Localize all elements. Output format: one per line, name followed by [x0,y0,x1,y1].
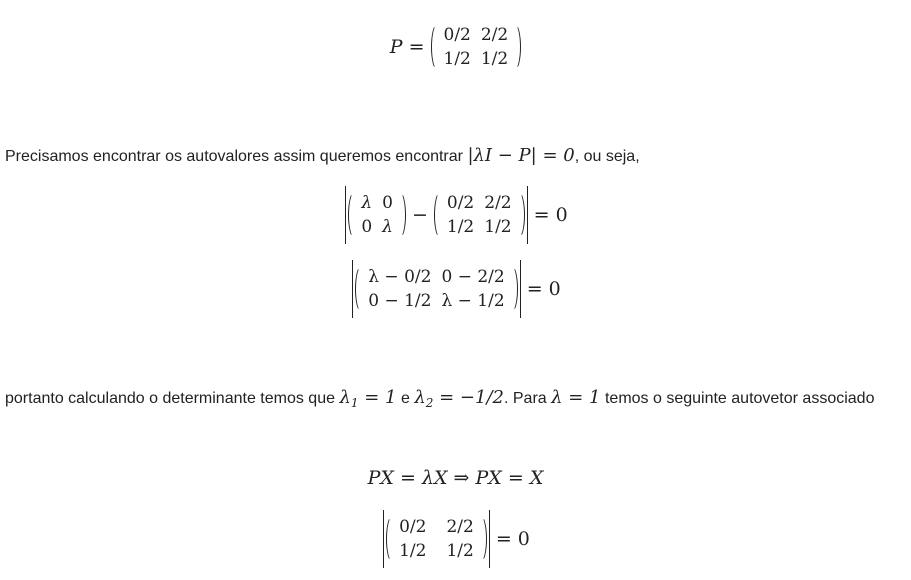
matrix-cell: 0 [382,193,393,213]
para1-suffix: , ou seja, [574,148,640,165]
eq5-rhs: = 0 [495,528,530,550]
lambda-2-value: = −1/2 [439,387,504,408]
right-paren [515,192,525,238]
matrix-cell: 1/2 [446,541,474,561]
eq3-rhs: = 0 [526,278,561,300]
matrix-cell: 0 − 1/2 [368,291,432,311]
subscript: 1 [350,396,359,410]
eq1-lhs: P [389,36,403,58]
det-bar-left [352,260,353,318]
para2-t3: . Para [503,390,547,407]
eq4-text: PX = λX ⇒ PX = X [367,467,544,489]
matrix-cell: λ − 1/2 [441,291,505,311]
determinant [350,260,522,318]
lambda-1 [339,387,396,408]
left-paren [431,24,441,70]
matrix-lambda-cells [361,192,393,238]
minus-sign: − [411,204,428,226]
determinant [343,186,529,244]
matrix-cell: 2/2 [480,25,509,45]
matrix-cell: 1/2 [480,49,509,69]
matrix-cell: 1/2 [484,217,512,237]
det-bar-left [383,510,384,568]
matrix-cell: 0/2 [446,193,475,213]
matrix-cell: 0 [361,217,373,237]
matrix-cell: 2/2 [446,517,474,537]
matrix-cell: 0/2 [443,25,471,45]
right-paren [508,266,518,312]
det-bar-right [520,260,521,318]
matrix-p [431,24,522,70]
equation-determinant-difference [0,186,911,244]
eq1-equals: = [408,36,425,58]
matrix-p [434,192,525,238]
paragraph-eigenvalues [5,140,895,172]
equation-p-matrix [0,18,911,76]
equation-p-determinant [0,510,911,568]
right-paren [511,24,521,70]
left-paren [386,516,396,562]
matrix-p-cells [399,516,474,562]
para2-t2: e [400,390,410,407]
para1-math: |λI − P| = 0 [467,145,575,166]
matrix-cell: λ [382,217,393,237]
lambda-2 [414,387,504,408]
matrix-lambda-minus-p [355,266,517,312]
matrix-p [386,516,487,562]
para1-text: Precisamos encontrar os autovalores assim queremos encontrar [5,148,463,165]
matrix-cell: λ − 0/2 [368,267,432,287]
matrix-p-cells [444,24,509,70]
det-bar-right [489,510,490,568]
matrix-cell: 2/2 [484,193,512,213]
matrix-expanded-cells [368,266,504,312]
lambda-equals-1: λ = 1 [551,387,601,408]
matrix-p-cells [447,192,512,238]
eq2-rhs: = 0 [533,204,568,226]
matrix-cell: 1/2 [399,541,427,561]
matrix-cell: 0 − 2/2 [441,267,505,287]
subscript: 2 [425,396,434,410]
determinant [381,510,492,568]
para2-t1: portanto calculando o determinante temos que [5,390,335,407]
lambda-symbol: λ [339,387,351,408]
lambda-symbol: λ [414,387,426,408]
left-paren [348,192,358,238]
equation-px-lambda-x [0,462,911,494]
right-paren [477,516,487,562]
matrix-cell: λ [361,193,373,213]
lambda-1-value: = 1 [364,387,397,408]
equation-determinant-expanded [0,260,911,318]
det-bar-right [527,186,528,244]
matrix-cell: 1/2 [446,217,475,237]
right-paren [396,192,406,238]
matrix-cell: 0/2 [399,517,427,537]
left-paren [355,266,365,312]
matrix-cell: 1/2 [443,49,471,69]
para2-t4: temos o seguinte autovetor associado [604,390,875,407]
matrix-lambda-i [348,192,406,238]
paragraph-eigenvector [5,382,895,419]
left-paren [434,192,444,238]
det-bar-left [345,186,346,244]
